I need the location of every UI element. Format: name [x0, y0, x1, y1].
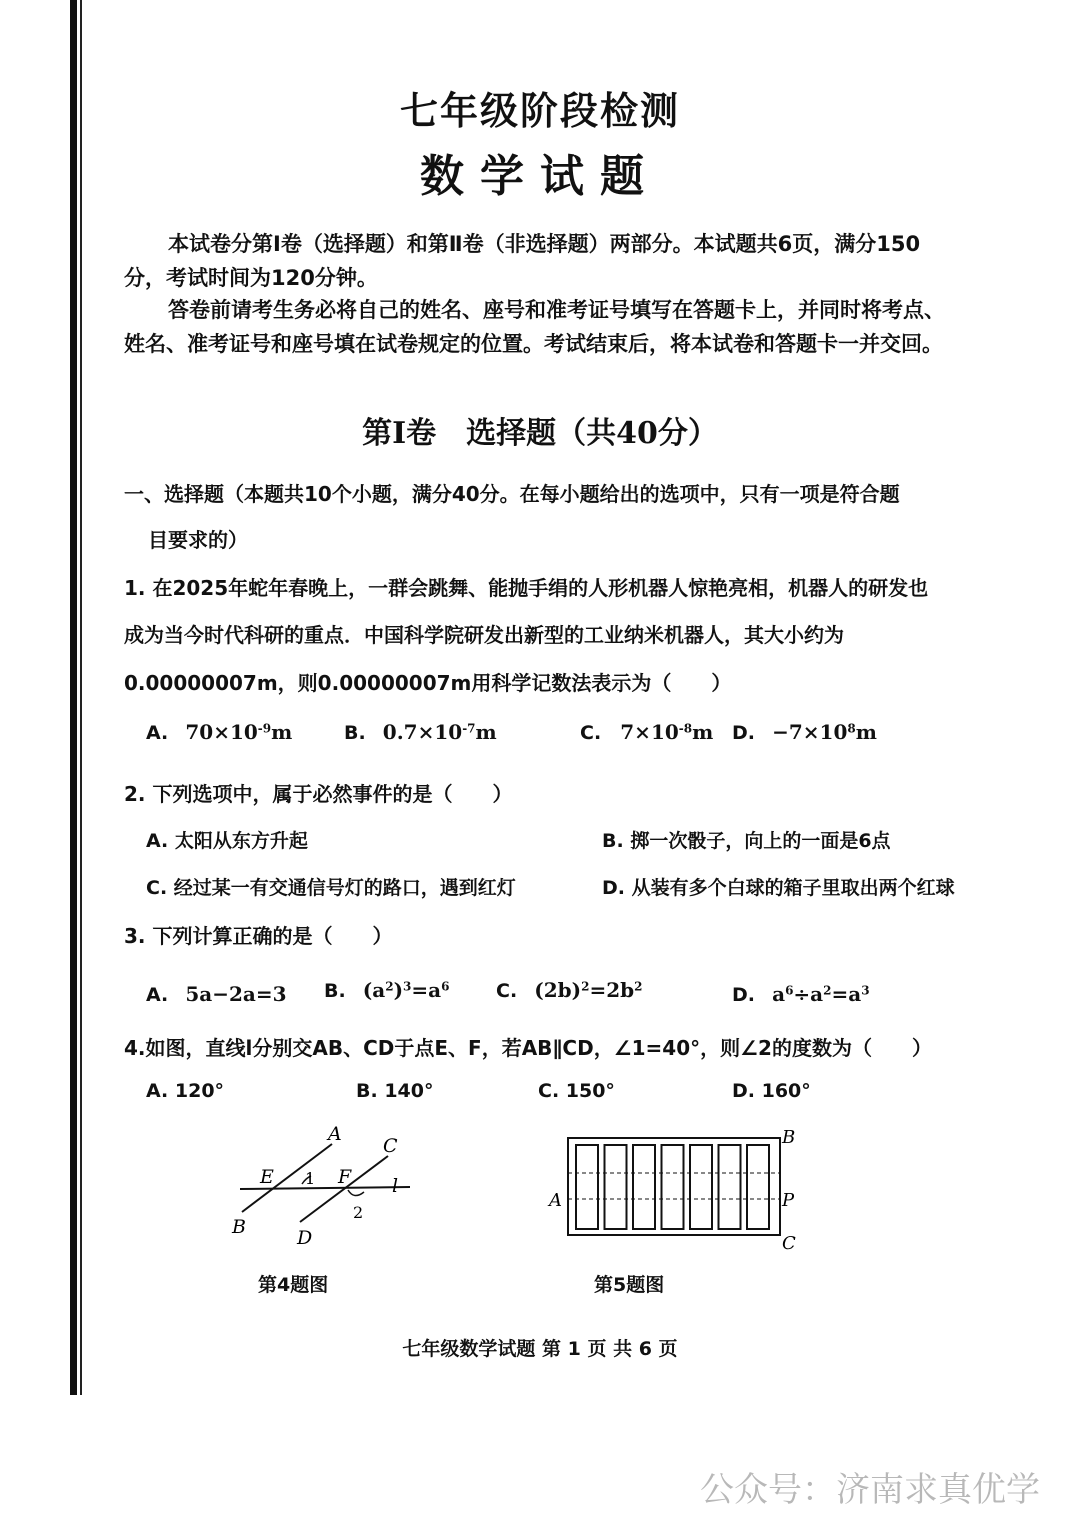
label-C: C [782, 1233, 796, 1254]
part-heading-cont: 目要求的） [148, 528, 248, 552]
q3-option-c: C. $(2b)^2=2b^2$ [496, 978, 643, 1002]
binding-line [70, 0, 77, 1395]
instruction-line-2: 分，考试时间为120分钟。 [124, 266, 378, 290]
q1-stem-line3: 0.00000007m，则0.00000007m用科学记数法表示为（ ） [124, 671, 732, 695]
label-F: F [338, 1166, 352, 1188]
q2-option-c: C. 经过某一有交通信号灯的路口，遇到红灯 [146, 877, 516, 899]
q1-option-a: A. $70\times 10^{-9}m$ [146, 720, 293, 744]
inner-cell [719, 1145, 741, 1229]
figure-5-caption: 第5题图 [594, 1274, 665, 1296]
figure-5-diagram [540, 1125, 810, 1255]
instruction-line-3: 答卷前请考生务必将自己的姓名、座号和准考证号填写在答题卡上，并同时将考点、 [168, 298, 945, 322]
inner-cell [662, 1145, 684, 1229]
binding-line-inner [80, 0, 82, 1395]
label-A: A [328, 1123, 342, 1145]
label-angle-2: 2 [353, 1203, 364, 1222]
label-l: l [392, 1175, 399, 1197]
label-D: D [297, 1227, 313, 1249]
q1-stem-line1: 1. 在2025年蛇年春晚上，一群会跳舞、能抛手绢的人形机器人惊艳亮相，机器人的研发也 [124, 576, 929, 600]
q1-stem-line2: 成为当今时代科研的重点．中国科学院研发出新型的工业纳米机器人，其大小约为 [124, 623, 844, 647]
figure-4-diagram [220, 1120, 420, 1255]
line-ab [242, 1144, 332, 1212]
label-B: B [232, 1216, 246, 1238]
q2-option-a: A. 太阳从东方升起 [146, 830, 308, 852]
subject-title: 数学试题 [420, 151, 660, 202]
section-title: 第Ⅰ卷 选择题（共40分） [362, 416, 718, 451]
label-E: E [260, 1166, 274, 1188]
q1-option-c: C. $7\times 10^{-8}m$ [580, 720, 714, 744]
watermark: 公众号：济南求真优学 [700, 1470, 1040, 1510]
q2-option-b: B. 掷一次骰子，向上的一面是6点 [602, 830, 891, 852]
q1-option-b: B. $0.7\times 10^{-7}m$ [344, 720, 497, 744]
inner-cell [747, 1145, 769, 1229]
angle-2-arc [348, 1190, 364, 1196]
q3-option-d: D. $a^6\div a^2=a^3$ [732, 982, 870, 1006]
label-P: P [782, 1190, 795, 1211]
fig5-cells [576, 1145, 769, 1229]
q2-option-d: D. 从装有多个白球的箱子里取出两个红球 [602, 877, 955, 899]
instruction-line-4: 姓名、准考证号和座号填在试卷规定的位置。考试结束后，将本试卷和答题卡一并交回。 [124, 332, 943, 356]
inner-cell [690, 1145, 712, 1229]
inner-cell [633, 1145, 655, 1229]
label-A: A [549, 1190, 562, 1211]
q3-option-a: A. 5a−2a=3 [146, 982, 287, 1006]
q4-option-a: A. 120° [146, 1080, 225, 1102]
q4-option-c: C. 150° [538, 1080, 615, 1102]
q4-option-b: B. 140° [356, 1080, 434, 1102]
label-C: C [383, 1135, 398, 1157]
q4-stem: 4.如图，直线l分别交AB、CD于点E、F，若AB∥CD，∠1=40°，则∠2的度数为（ ） [124, 1036, 932, 1060]
q3-stem: 3. 下列计算正确的是（ ） [124, 924, 393, 948]
label-angle-1: 1 [305, 1169, 316, 1188]
q4-option-d: D. 160° [732, 1080, 811, 1102]
q2-stem: 2. 下列选项中，属于必然事件的是（ ） [124, 782, 513, 806]
inner-cell [605, 1145, 627, 1229]
q1-option-d: D. $-7\times 10^8m$ [732, 720, 877, 744]
outer-rectangle [568, 1138, 780, 1235]
part-heading: 一、选择题（本题共10个小题，满分40分。在每小题给出的选项中，只有一项是符合题 [124, 482, 900, 506]
inner-cell [576, 1145, 598, 1229]
page-footer: 七年级数学试题 第 1 页 共 6 页 [402, 1338, 678, 1360]
exam-title: 七年级阶段检测 [399, 88, 680, 133]
label-B: B [782, 1127, 796, 1148]
instruction-line-1: 本试卷分第Ⅰ卷（选择题）和第Ⅱ卷（非选择题）两部分。本试题共6页，满分150 [168, 232, 921, 256]
figure-4-caption: 第4题图 [258, 1274, 329, 1296]
q3-option-b: B. $(a^2)^3=a^6$ [324, 978, 450, 1002]
